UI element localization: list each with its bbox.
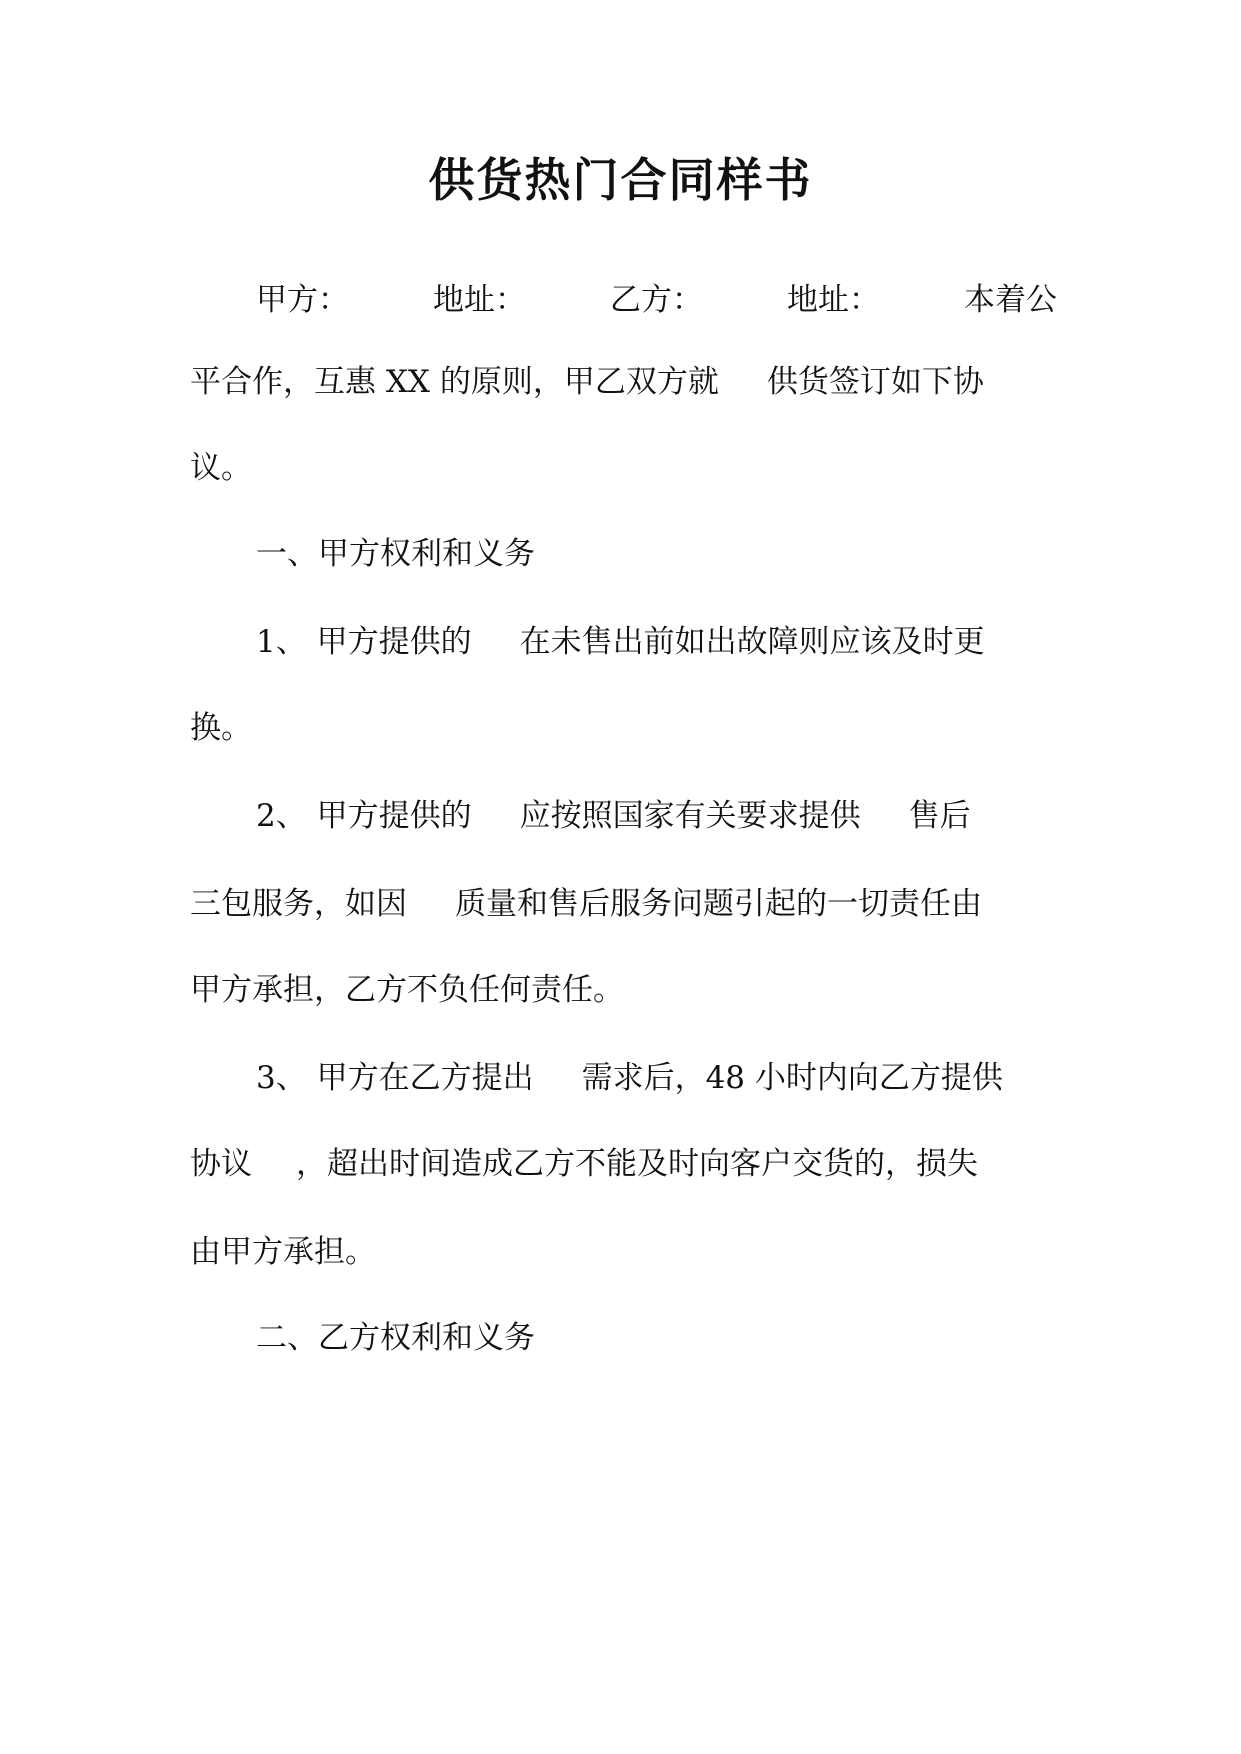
body-line: [190, 884, 1090, 924]
text-segment: 供货签订如下协: [766, 364, 984, 400]
text-segment: 三包服务，如因: [190, 886, 407, 922]
address-label: 地址：: [787, 282, 880, 318]
text-segment: 需求后，48 小时内向乙方提供: [581, 1060, 1003, 1096]
text-segment: 质量和售后服务问题引起的一切责任由: [455, 886, 982, 922]
text-segment: 3、 甲方在乙方提出: [256, 1060, 534, 1096]
party-b-label: 乙方：: [610, 282, 703, 318]
clause-line: [256, 796, 1156, 836]
text-segment: 售后: [908, 798, 971, 834]
text-segment: 在未售出前如出故障则应该及时更: [519, 624, 985, 660]
text-segment: 换。: [190, 710, 252, 746]
text-segment: 协议: [190, 1146, 252, 1182]
text-segment: 2、 甲方提供的: [256, 798, 472, 834]
body-line: [190, 1232, 1090, 1272]
section-heading: [256, 534, 1156, 574]
body-line: [190, 362, 1090, 402]
text-segment: 本着公: [964, 282, 1057, 318]
party-a-label: 甲方：: [256, 282, 349, 318]
body-line: [190, 1144, 1090, 1184]
document-title: 供货热门合同样书: [428, 153, 813, 207]
text-segment: 1、 甲方提供的: [256, 624, 472, 660]
text-segment: 应按照国家有关要求提供: [519, 798, 861, 834]
text-segment: 甲方承担，乙方不负任何责任。: [190, 972, 624, 1008]
body-line: [256, 280, 1156, 320]
section-heading: [256, 1318, 1156, 1358]
text-segment: 议。: [190, 450, 252, 486]
text-segment: 由甲方承担。: [190, 1234, 376, 1270]
clause-line: [256, 1058, 1156, 1098]
body-line: [190, 970, 1090, 1010]
body-line: [190, 448, 1090, 488]
body-line: [190, 708, 1090, 748]
clause-line: [256, 622, 1156, 662]
text-segment: 二、乙方权利和义务: [256, 1320, 535, 1356]
text-segment: ，超出时间造成乙方不能及时向客户交货的，损失: [296, 1146, 978, 1182]
text-segment: 平合作，互惠 XX 的原则，甲乙双方就: [190, 364, 719, 400]
address-label: 地址：: [433, 282, 526, 318]
text-segment: 一、甲方权利和义务: [256, 536, 535, 572]
